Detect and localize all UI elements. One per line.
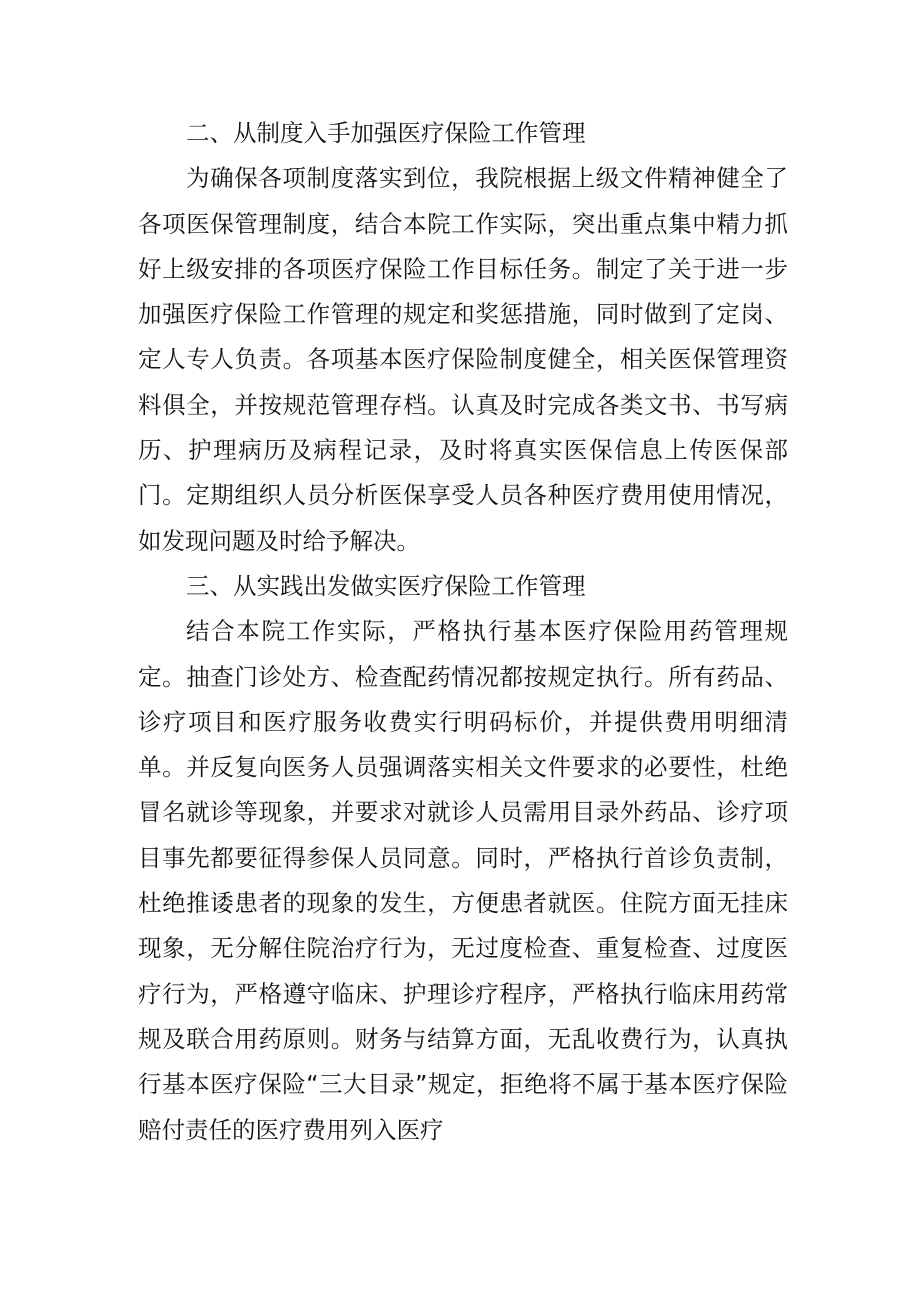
section-heading-2: 二、从制度入手加强医疗保险工作管理: [186, 119, 586, 147]
section-paragraph-2: 为确保各项制度落实到位，我院根据上级文件精神健全了各项医保管理制度，结合本院工作实际，突出重点集中精力抓好上级安排的各项医疗保险工作目标任务。制定了关于进一步加强医疗保险工作管理的规定和奖惩措施，同时做到了定岗、定人专人负责。各项基本医疗保险制度健全，相关医保管理资料俱全，并按规范管理存档。认真及时完成各类文书、书写病历、护理病历及病程记录，及时将真实医保信息上传医保部门。定期组织人员分析医保享受人员各种医疗费用使用情况，如发现问题及时给予解决。: [138, 164, 788, 555]
section-heading-3: 三、从实践出发做实医疗保险工作管理: [186, 571, 586, 600]
document-body: [138, 111, 788, 1153]
section-paragraph-3: 结合本院工作实际，严格执行基本医疗保险用药管理规定。抽查门诊处方、检查配药情况都按规定执行。所有药品、诊疗项目和医疗服务收费实行明码标价，并提供费用明细清单。并反复向医务人员强调落实相关文件要求的必要性，杜绝冒名就诊等现象，并要求对就诊人员需用目录外药品、诊疗项目事先都要征得参保人员同意。同时，严格执行首诊负责制，杜绝推诿患者的现象的发生，方便患者就医。住院方面无挂床现象，无分解住院治疗行为，无过度检查、重复检查、过度医疗行为，严格遵守临床、护理诊疗程序，严格执行临床用药常规及联合用药原则。财务与结算方面，无乱收费行为，认真执行基本医疗保险“三大目录”规定，拒绝将不属于基本医疗保险赔付责任的医疗费用列入医疗: [138, 617, 788, 1144]
